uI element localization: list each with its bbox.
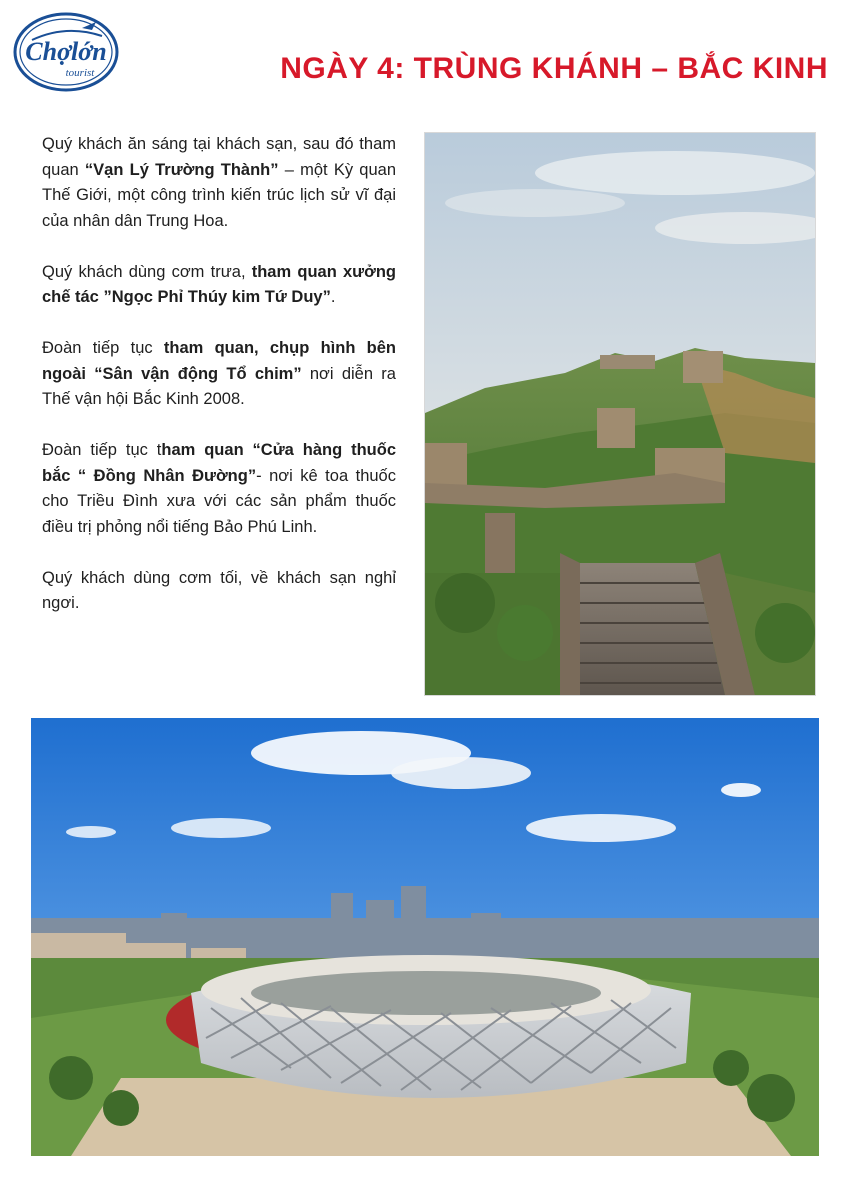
highlight-text: ham quan “Cửa hàng thuốc bắc “ Đồng Nhân Đường” (42, 441, 396, 485)
body-text: - nơi kê toa thuốc cho Triều Đình xưa với các sản phẩm thuốc điều trị phỏng nổi tiếng Bảo Phú Linh. (42, 466, 396, 536)
itinerary-paragraph (42, 336, 396, 413)
body-text: Đoàn tiếp tục (42, 339, 164, 357)
itinerary-paragraph (42, 132, 396, 234)
birds-nest-stadium-photo (31, 718, 819, 1156)
body-text: . (330, 288, 336, 306)
highlight-text: tham quan xưởng chế tác ”Ngọc Phỉ Thúy kim Tứ Duy” (42, 262, 396, 306)
itinerary-paragraph (42, 260, 396, 311)
body-text: – một Kỳ quan Thế Giới, một công trình kiến trúc lịch sử vĩ đại của nhân dân Trung Hoa. (42, 160, 396, 230)
logo-sub-text: tourist (65, 67, 95, 79)
body-text: Quý khách dùng cơm trưa, (42, 262, 252, 281)
body-text: Quý khách dùng cơm tối, về khách sạn nghỉ ngơi. (42, 568, 396, 612)
page-title: NGÀY 4: TRÙNG KHÁNH – BẮC KINH (280, 52, 828, 85)
body-text: Đoàn tiếp tục t (42, 441, 162, 459)
logo-emblem (12, 10, 120, 94)
itinerary-text (42, 132, 396, 642)
cholon-tourist-logo (12, 10, 120, 94)
itinerary-paragraph (42, 438, 396, 540)
great-wall-photo (424, 132, 816, 696)
itinerary-paragraph (42, 566, 396, 617)
body-text: Quý khách ăn sáng tại khách sạn, sau đó tham quan (42, 135, 396, 179)
logo-brand-text: Chợlớn (25, 37, 107, 66)
body-text: nơi diễn ra Thế vận hội Bắc Kinh 2008. (42, 364, 396, 408)
highlight-text: “Vạn Lý Trường Thành” (84, 160, 279, 179)
highlight-text: tham quan, chụp hình bên ngoài “Sân vận động Tổ chim” (42, 339, 397, 383)
